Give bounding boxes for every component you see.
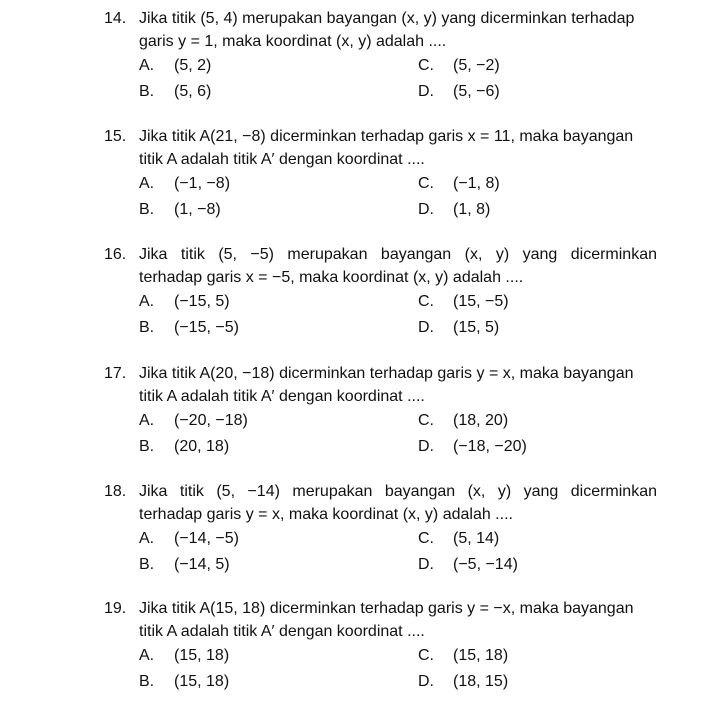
question-number: 18. [104, 483, 127, 500]
option-value: (−14, 5) [174, 556, 230, 573]
option-value: (15, 18) [174, 647, 230, 664]
question-number: 19. [104, 600, 127, 617]
option-value: (−15, −5) [174, 319, 239, 336]
question-text-line-1: Jika titik A(21, −8) dicerminkan terhadap garis x = 11, maka bayangan [139, 128, 634, 145]
question-text-line-2: titik A adalah titik A′ dengan koordinat .... [139, 623, 425, 640]
option-letter: B. [139, 556, 155, 573]
option-letter: C. [418, 293, 434, 310]
option-letter: D. [418, 438, 434, 455]
question-text-line-2: terhadap garis y = x, maka koordinat (x, y) adalah .... [139, 506, 513, 523]
option-value: (1, 8) [453, 201, 491, 218]
option-value: (5, 6) [174, 83, 212, 100]
question-15 [0, 125, 720, 225]
option-value: (18, 20) [453, 412, 509, 429]
option-value: (5, −2) [453, 57, 500, 74]
option-value: (−1, 8) [453, 175, 500, 192]
option-letter: B. [139, 201, 155, 218]
question-text-line-2: garis y = 1, maka koordinat (x, y) adalah .... [139, 33, 447, 50]
question-number: 14. [104, 10, 127, 27]
option-value: (5, −6) [453, 83, 500, 100]
option-letter: B. [139, 673, 155, 690]
option-letter: B. [139, 319, 155, 336]
option-letter: C. [418, 175, 434, 192]
option-value: (−20, −18) [174, 412, 248, 429]
question-number: 15. [104, 128, 127, 145]
question-text-line-1: Jika titik A(15, 18) dicerminkan terhadap garis y = −x, maka bayangan [139, 600, 634, 617]
question-number: 16. [104, 246, 127, 263]
question-text-line-2: terhadap garis x = −5, maka koordinat (x, y) adalah .... [139, 269, 524, 286]
option-letter: C. [418, 530, 434, 547]
question-text-line-1: Jika titik A(20, −18) dicerminkan terhadap garis y = x, maka bayangan [139, 365, 634, 382]
option-letter: A. [139, 175, 155, 192]
option-value: (−18, −20) [453, 438, 527, 455]
option-value: (5, 14) [453, 530, 500, 547]
option-letter: D. [418, 556, 434, 573]
option-letter: C. [418, 412, 434, 429]
question-number: 17. [104, 365, 127, 382]
option-letter: C. [418, 57, 434, 74]
option-letter: B. [139, 438, 155, 455]
option-letter: D. [418, 201, 434, 218]
option-letter: D. [418, 319, 434, 336]
option-letter: A. [139, 530, 155, 547]
option-letter: B. [139, 83, 155, 100]
question-text-line-2: titik A adalah titik A′ dengan koordinat .... [139, 151, 425, 168]
question-17 [0, 362, 720, 462]
option-value: (15, 5) [453, 319, 500, 336]
option-letter: A. [139, 57, 155, 74]
option-letter: A. [139, 647, 155, 664]
question-16 [0, 243, 720, 343]
option-value: (15, 18) [453, 647, 509, 664]
option-letter: D. [418, 83, 434, 100]
option-value: (−5, −14) [453, 556, 518, 573]
option-value: (15, 18) [174, 673, 230, 690]
question-text-line-1: Jika titik (5, −5) merupakan bayangan (x, y) yang dicerminkan [139, 246, 657, 263]
option-value: (−15, 5) [174, 293, 230, 310]
option-letter: A. [139, 412, 155, 429]
option-letter: C. [418, 647, 434, 664]
option-value: (20, 18) [174, 438, 230, 455]
option-value: (5, 2) [174, 57, 212, 74]
question-19 [0, 597, 720, 697]
option-value: (18, 15) [453, 673, 509, 690]
option-value: (1, −8) [174, 201, 221, 218]
option-value: (15, −5) [453, 293, 509, 310]
question-text-line-1: Jika titik (5, 4) merupakan bayangan (x, y) yang dicerminkan terhadap [139, 10, 635, 27]
option-value: (−14, −5) [174, 530, 239, 547]
question-18 [0, 480, 720, 580]
option-letter: D. [418, 673, 434, 690]
question-text-line-2: titik A adalah titik A′ dengan koordinat .... [139, 388, 425, 405]
option-value: (−1, −8) [174, 175, 231, 192]
question-text-line-1: Jika titik (5, −14) merupakan bayangan (x, y) yang dicerminkan [139, 483, 657, 500]
option-letter: A. [139, 293, 155, 310]
question-14 [0, 7, 720, 107]
